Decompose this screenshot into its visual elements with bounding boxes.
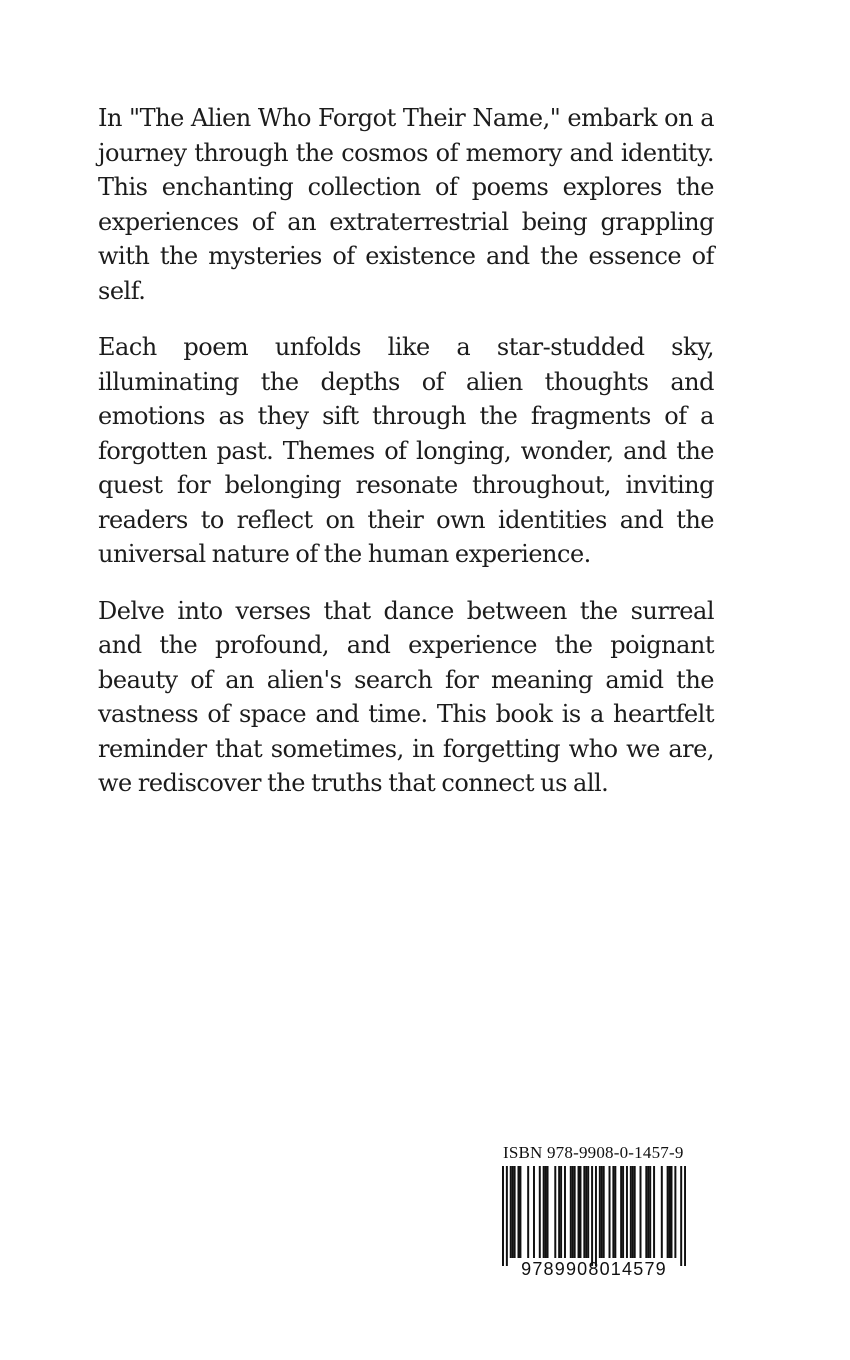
barcode-bar bbox=[502, 1166, 504, 1266]
barcode-bar bbox=[634, 1166, 636, 1258]
barcode-bar bbox=[599, 1166, 601, 1258]
barcode-bar bbox=[517, 1166, 519, 1258]
barcode-bar bbox=[674, 1166, 676, 1258]
barcode-bar bbox=[620, 1166, 622, 1258]
barcode-bar bbox=[680, 1166, 682, 1266]
barcode-bar bbox=[510, 1166, 512, 1258]
back-cover-blurb bbox=[98, 101, 714, 823]
barcode-bar bbox=[539, 1166, 541, 1258]
barcode-bar bbox=[669, 1166, 671, 1258]
barcode-bar bbox=[554, 1166, 556, 1258]
barcode-bar bbox=[527, 1166, 529, 1258]
barcode-bar bbox=[612, 1166, 614, 1258]
barcode-bar bbox=[622, 1166, 624, 1258]
barcode-bar bbox=[572, 1166, 574, 1258]
barcode-digits: 9789908014579 bbox=[521, 1259, 667, 1279]
barcode-bar bbox=[560, 1166, 562, 1258]
barcode-bar bbox=[649, 1166, 651, 1258]
barcode-bar bbox=[558, 1166, 560, 1258]
barcode-bar bbox=[667, 1166, 669, 1258]
barcode-bar bbox=[545, 1166, 547, 1258]
barcode-bar bbox=[574, 1166, 576, 1258]
barcode-bar bbox=[684, 1166, 686, 1266]
blurb-paragraph: In "The Alien Who Forgot Their Name," embark on a journey through the cosmos of memory and identity. This enchanting collection of poems explores the experiences of an extraterrestrial being grappling with the mysteries of existence and the essence of self. bbox=[98, 104, 714, 305]
barcode-bar bbox=[645, 1166, 647, 1258]
barcode-bar bbox=[578, 1166, 580, 1258]
barcode-bar bbox=[601, 1166, 603, 1258]
barcode-bar bbox=[543, 1166, 545, 1258]
blurb-paragraph: Each poem unfolds like a star-studded sky, illuminating the depths of alien thoughts and emotions as they sift through the fragments of a forgotten past. Themes of longing, wonder, and the quest for belonging resonate throughout, inviting readers to reflect on their own identities and the universal nature of the human experience. bbox=[98, 333, 714, 568]
barcode-bar bbox=[587, 1166, 589, 1258]
isbn-barcode-block bbox=[500, 1140, 688, 1290]
barcode-bar bbox=[512, 1166, 514, 1258]
barcode-bar bbox=[533, 1166, 535, 1258]
barcode-bar bbox=[661, 1166, 663, 1258]
barcode-bar bbox=[603, 1166, 605, 1258]
barcode bbox=[502, 1166, 686, 1266]
barcode-bar bbox=[506, 1166, 508, 1266]
barcode-bar bbox=[626, 1166, 628, 1258]
barcode-bar bbox=[514, 1166, 516, 1258]
barcode-bar bbox=[614, 1166, 616, 1258]
barcode-bar bbox=[519, 1166, 521, 1258]
barcode-bar bbox=[630, 1166, 632, 1258]
barcode-bar bbox=[653, 1166, 655, 1258]
barcode-bar bbox=[585, 1166, 587, 1258]
barcode-bar bbox=[609, 1166, 611, 1258]
barcode-bar bbox=[640, 1166, 642, 1258]
barcode-bar bbox=[583, 1166, 585, 1258]
barcode-bar bbox=[579, 1166, 581, 1258]
barcode-bar bbox=[671, 1166, 673, 1258]
blurb-paragraph: Delve into verses that dance between the surreal and the profound, and experience the poignant beauty of an alien's search for meaning amid the vastness of space and time. This book is a heartfelt reminder that sometimes, in forgetting who we are, we rediscover the truths that connect us all. bbox=[98, 596, 714, 797]
barcode-bar bbox=[632, 1166, 634, 1258]
barcode-bar bbox=[595, 1166, 597, 1266]
isbn-label: ISBN 978-9908-0-1457-9 bbox=[503, 1143, 684, 1162]
barcode-bar bbox=[547, 1166, 549, 1258]
barcode-bar bbox=[591, 1166, 593, 1266]
barcode-bar bbox=[564, 1166, 566, 1258]
barcode-bar bbox=[647, 1166, 649, 1258]
barcode-bar bbox=[570, 1166, 572, 1258]
